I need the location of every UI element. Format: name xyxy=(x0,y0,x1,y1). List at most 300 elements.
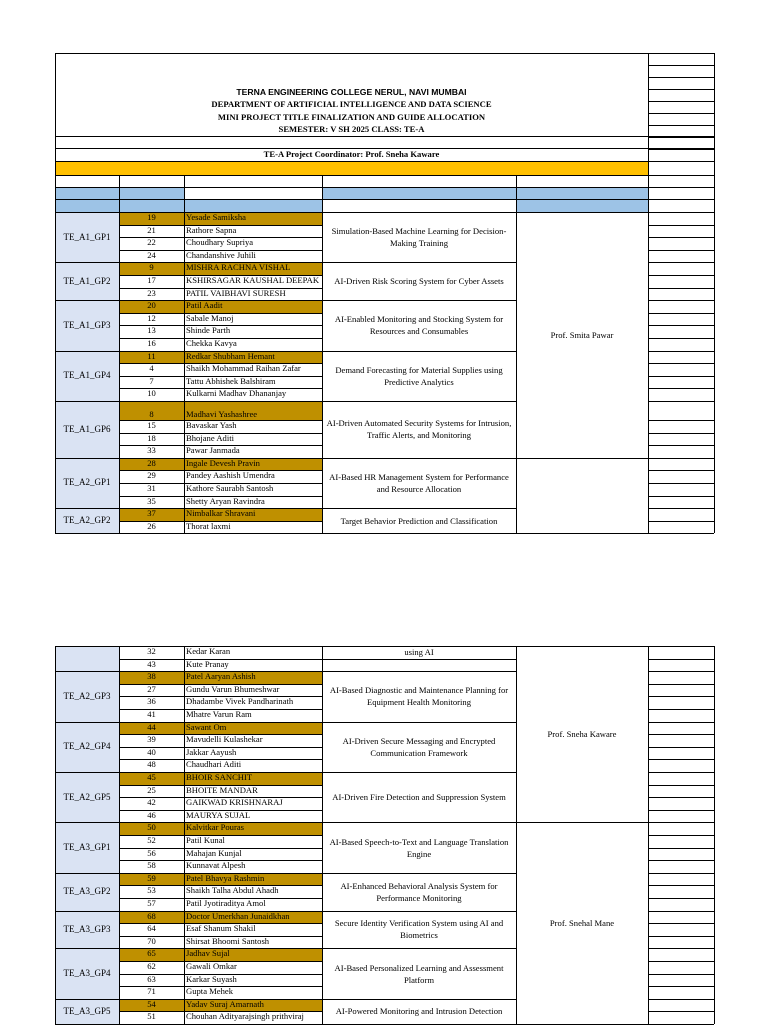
student-name: Doctor Umerkhan Junaidkhan xyxy=(186,910,290,921)
grid-hline xyxy=(648,433,714,434)
student-name: Kulkarni Madhav Dhananjay xyxy=(186,388,287,399)
roll-number: 16 xyxy=(147,338,156,348)
grid-hline xyxy=(648,747,714,748)
project-title: AI-Based Speech-to-Text and Language Translation Engine xyxy=(329,836,509,859)
grid-hline xyxy=(322,948,516,949)
grid-hline xyxy=(648,860,714,861)
student-name: GAIKWAD KRISHNARAJ xyxy=(186,797,283,808)
grid-hline xyxy=(119,671,322,672)
student-name: PATIL VAIBHAVI SURESH xyxy=(186,287,286,298)
roll-number: 27 xyxy=(147,683,156,694)
grid-vline xyxy=(184,212,185,533)
grid-hline xyxy=(119,237,322,238)
grid-hline xyxy=(119,911,322,912)
grid-hline xyxy=(55,161,714,162)
grid-hline xyxy=(648,999,714,1000)
grid-hline xyxy=(648,420,714,421)
student-name: Kalvitkar Pouras xyxy=(186,822,244,833)
roll-number: 42 xyxy=(147,797,156,808)
grid-hline xyxy=(648,445,714,446)
student-name: Choudhary Supriya xyxy=(186,237,254,248)
student-name: Nimbalkar Shravani xyxy=(186,508,256,519)
college-name: TERNA ENGINEERING COLLEGE NERUL, NAVI MUMBAI xyxy=(236,87,467,97)
roll-number: 20 xyxy=(147,300,156,311)
grid-hline xyxy=(55,53,714,54)
student-name: Dhadambe Vivek Pandharinath xyxy=(186,696,294,707)
grid-hline xyxy=(648,696,714,697)
grid-hline xyxy=(648,275,714,276)
student-name: MAURYA SUJAL xyxy=(186,809,251,820)
roll-number: 57 xyxy=(147,898,156,908)
grid-hline xyxy=(55,948,119,949)
grid-hline xyxy=(648,759,714,760)
grid-hline xyxy=(119,225,322,226)
grid-hline xyxy=(322,822,516,823)
student-name: Kathore Saurabh Santosh xyxy=(186,483,274,493)
grid-hline xyxy=(322,772,516,773)
student-name: BHOIR SANCHIT xyxy=(186,772,253,782)
grid-hline xyxy=(648,237,714,238)
roll-number: 4 xyxy=(149,363,154,374)
grid-hline xyxy=(648,313,714,314)
grid-hline xyxy=(119,470,322,471)
group-id: TE_A1_GP6 xyxy=(63,423,111,434)
grid-vline xyxy=(184,646,185,1024)
grid-hline xyxy=(55,911,119,912)
roll-number: 45 xyxy=(147,772,156,782)
project-title: AI-Enhanced Behavioral Analysis System for Performance Monitoring xyxy=(340,880,498,903)
grid-vline xyxy=(516,175,517,187)
student-name: Jadhav Sujal xyxy=(186,948,230,959)
project-title: Secure Identity Verification System using AI and Biometrics xyxy=(334,918,504,941)
grid-hline xyxy=(648,470,714,471)
grid-hline xyxy=(119,1011,322,1012)
grid-hline xyxy=(648,898,714,899)
grid-hline xyxy=(648,300,714,301)
group-id xyxy=(55,646,119,671)
project-title: AI-Powered Monitoring and Intrusion Detection xyxy=(335,1006,503,1017)
roll-number: 44 xyxy=(147,721,156,732)
grid-hline xyxy=(648,659,714,660)
grid-hline xyxy=(119,734,322,735)
grid-hline xyxy=(322,722,516,723)
group-id: TE_A2_GP3 xyxy=(63,690,111,701)
grid-hline xyxy=(648,338,714,339)
student-name: Shaikh Mohammad Raihan Zafar xyxy=(186,363,301,374)
roll-number: 48 xyxy=(147,759,156,770)
grid-hline xyxy=(119,325,322,326)
roll-number: 59 xyxy=(147,872,156,883)
grid-vline xyxy=(119,175,120,187)
student-name: Sabale Manoj xyxy=(186,312,234,323)
roll-number: 24 xyxy=(147,249,156,260)
grid-hline xyxy=(119,873,322,874)
group-id: TE_A3_GP2 xyxy=(63,886,111,897)
roll-number: 54 xyxy=(147,998,156,1009)
student-name: Kedar Karan xyxy=(186,646,231,656)
grid-hline xyxy=(55,351,119,352)
grid-hline xyxy=(119,445,322,446)
grid-hline xyxy=(119,709,322,710)
grid-vline xyxy=(648,646,649,1024)
grid-hline xyxy=(322,671,516,672)
group-id: TE_A1_GP2 xyxy=(63,275,111,286)
student-name: Gundu Varun Bhumeshwar xyxy=(186,683,280,694)
grid-hline xyxy=(119,948,322,949)
grid-hline xyxy=(648,936,714,937)
grid-hline xyxy=(119,722,322,723)
roll-number: 41 xyxy=(147,709,156,719)
grid-hline xyxy=(119,338,322,339)
student-name: Patil Aadit xyxy=(186,300,223,311)
grid-hline xyxy=(55,187,714,188)
grid-hline xyxy=(119,785,322,786)
grid-hline xyxy=(648,65,714,66)
grid-vline xyxy=(516,187,517,212)
student-name: KSHIRSAGAR KAUSHAL DEEPAK xyxy=(186,275,320,285)
group-id: TE_A2_GP2 xyxy=(63,515,111,526)
grid-hline xyxy=(648,885,714,886)
grid-hline xyxy=(55,508,119,509)
grid-hline xyxy=(119,388,322,389)
project-title: AI-Based Diagnostic and Maintenance Planning for Equipment Health Monitoring xyxy=(329,685,509,708)
grid-hline xyxy=(119,458,322,459)
grid-hline xyxy=(648,948,714,949)
grid-hline xyxy=(119,508,322,509)
header-fill-group-roll xyxy=(56,188,184,212)
student-name: Kute Pranay xyxy=(186,658,229,669)
grid-hline xyxy=(119,275,322,276)
grid-hline xyxy=(55,401,119,402)
roll-number: 33 xyxy=(147,445,156,456)
student-name: Chekka Kavya xyxy=(186,338,237,348)
roll-number: 15 xyxy=(147,420,156,430)
guide-name xyxy=(516,458,648,533)
coordinator-banner xyxy=(55,162,648,175)
grid-hline xyxy=(648,496,714,497)
grid-hline xyxy=(119,696,322,697)
group-id: TE_A1_GP3 xyxy=(63,319,111,330)
grid-vline xyxy=(119,212,120,533)
project-title: AI-Driven Risk Scoring System for Cyber Assets xyxy=(334,276,504,287)
student-name: Redkar Shubham Hemant xyxy=(186,350,275,361)
grid-hline xyxy=(55,136,714,137)
grid-hline xyxy=(648,671,714,672)
group-id: TE_A2_GP4 xyxy=(63,741,111,752)
student-name: Kunnavat Alpesh xyxy=(186,860,246,871)
grid-hline xyxy=(119,974,322,975)
grid-vline xyxy=(55,646,56,1024)
roll-number: 38 xyxy=(147,671,156,682)
student-name: Gawali Omkar xyxy=(186,961,237,971)
group-id: TE_A3_GP3 xyxy=(63,923,111,934)
grid-vline xyxy=(119,646,120,1024)
roll-number: 8 xyxy=(149,409,154,419)
student-name: Pawar Janmada xyxy=(186,445,240,456)
student-name: Ingale Devesh Pravin xyxy=(186,457,260,468)
grid-hline xyxy=(648,911,714,912)
group-id: TE_A3_GP5 xyxy=(63,1005,111,1016)
grid-hline xyxy=(119,986,322,987)
roll-number: 36 xyxy=(147,696,156,707)
grid-hline xyxy=(55,533,714,534)
roll-number: 53 xyxy=(147,885,156,896)
grid-hline xyxy=(648,961,714,962)
grid-hline xyxy=(55,822,119,823)
grid-hline xyxy=(322,300,516,301)
student-name: Patil Jyotiraditya Amol xyxy=(186,898,266,908)
student-name: Bavaskar Yash xyxy=(186,420,237,430)
grid-hline xyxy=(516,822,648,823)
project-title: AI-Driven Automated Security Systems for Intrusion, Traffic Alerts, and Monitoring xyxy=(326,418,512,441)
project-title: Target Behavior Prediction and Classification xyxy=(340,515,498,526)
grid-hline xyxy=(648,986,714,987)
student-name: MISHRA RACHNA VISHAL xyxy=(186,262,291,273)
grid-hline xyxy=(648,376,714,377)
roll-number: 9 xyxy=(149,262,154,273)
grid-hline xyxy=(648,89,714,90)
grid-hline xyxy=(322,659,516,660)
grid-hline xyxy=(55,300,119,301)
grid-hline xyxy=(648,125,714,126)
roll-number: 26 xyxy=(147,520,156,531)
grid-hline xyxy=(119,376,322,377)
project-title: AI-Based HR Management System for Performance and Resource Allocation xyxy=(329,471,509,494)
grid-vline xyxy=(55,212,56,533)
grid-hline xyxy=(648,401,714,402)
grid-hline xyxy=(119,496,322,497)
grid-hline xyxy=(119,363,322,364)
grid-hline xyxy=(322,458,516,459)
grid-hline xyxy=(648,288,714,289)
roll-number: 62 xyxy=(147,961,156,971)
grid-hline xyxy=(648,149,714,150)
student-name: Pandey Aashish Umendra xyxy=(186,470,275,481)
grid-vline xyxy=(322,175,323,187)
student-name: Thorat laxmi xyxy=(186,520,231,531)
grid-hline xyxy=(119,521,322,522)
group-id: TE_A2_GP5 xyxy=(63,791,111,802)
guide-name: Prof. Snehal Mane xyxy=(549,918,615,929)
student-name: Shaikh Talha Abdul Ahadh xyxy=(186,885,279,896)
grid-hline xyxy=(516,458,648,459)
student-name: Chaudhari Aditi xyxy=(186,759,242,770)
roll-number: 52 xyxy=(147,835,156,845)
roll-number: 12 xyxy=(147,312,156,323)
student-name: Rathore Sapna xyxy=(186,224,237,235)
student-name: Shirsat Bhoomi Santosh xyxy=(186,935,270,946)
grid-hline xyxy=(648,325,714,326)
grid-hline xyxy=(119,747,322,748)
grid-vline xyxy=(322,187,323,212)
grid-hline xyxy=(648,137,714,138)
roll-number: 23 xyxy=(147,287,156,298)
grid-hline xyxy=(648,709,714,710)
roll-number: 29 xyxy=(147,470,156,481)
grid-vline xyxy=(184,175,185,187)
student-name: Chouhan Adityarajsingh prithviraj xyxy=(186,1011,304,1022)
grid-hline xyxy=(648,225,714,226)
student-name: Shetty Aryan Ravindra xyxy=(186,495,265,506)
roll-number: 25 xyxy=(147,784,156,795)
grid-hline xyxy=(648,822,714,823)
grid-hline xyxy=(119,262,322,263)
grid-hline xyxy=(648,521,714,522)
grid-hline xyxy=(55,873,119,874)
grid-hline xyxy=(55,646,714,647)
roll-number: 17 xyxy=(147,275,156,285)
roll-number: 7 xyxy=(149,375,154,386)
grid-hline xyxy=(119,810,322,811)
student-name: Chandanshive Juhili xyxy=(186,249,256,260)
roll-number: 35 xyxy=(147,495,156,506)
grid-hline xyxy=(55,262,119,263)
grid-hline xyxy=(119,313,322,314)
semester-class: SEMESTER: V SH 2025 CLASS: TE-A xyxy=(278,124,425,134)
roll-number: 39 xyxy=(147,734,156,745)
grid-vline xyxy=(714,646,715,1024)
grid-hline xyxy=(648,101,714,102)
student-name: Gupta Mehek xyxy=(186,986,234,997)
student-name: Bhojane Aditi xyxy=(186,432,234,443)
grid-hline xyxy=(119,433,322,434)
project-title: AI-Driven Fire Detection and Suppression System xyxy=(332,792,506,803)
grid-hline xyxy=(648,974,714,975)
grid-hline xyxy=(322,401,516,402)
student-name: Yesade Samiksha xyxy=(186,212,246,222)
roll-number: 63 xyxy=(147,973,156,984)
grid-hline xyxy=(648,77,714,78)
grid-hline xyxy=(648,458,714,459)
grid-hline xyxy=(119,936,322,937)
grid-hline xyxy=(119,961,322,962)
grid-hline xyxy=(119,420,322,421)
student-name: Patil Kunal xyxy=(186,835,225,845)
roll-number: 64 xyxy=(147,923,156,934)
roll-number: 28 xyxy=(147,457,156,468)
grid-hline xyxy=(648,873,714,874)
grid-vline xyxy=(714,212,715,533)
grid-vline xyxy=(516,646,517,1024)
grid-hline xyxy=(55,199,714,200)
grid-hline xyxy=(648,785,714,786)
group-id: TE_A1_GP1 xyxy=(63,231,111,242)
grid-hline xyxy=(119,797,322,798)
grid-hline xyxy=(55,148,714,149)
roll-number: 18 xyxy=(147,432,156,443)
grid-hline xyxy=(648,351,714,352)
student-name: Yadav Suraj Amarnath xyxy=(186,998,264,1009)
grid-hline xyxy=(322,873,516,874)
project-title: Demand Forecasting for Material Supplies using Predictive Analytics xyxy=(335,364,503,387)
grid-vline xyxy=(322,212,323,533)
grid-hline xyxy=(648,363,714,364)
group-id: TE_A1_GP4 xyxy=(63,370,111,381)
grid-hline xyxy=(119,848,322,849)
grid-hline xyxy=(55,458,119,459)
student-name: Jakkar Aayush xyxy=(186,746,237,757)
grid-hline xyxy=(648,113,714,114)
project-title: AI-Driven Secure Messaging and Encrypted Communication Framework xyxy=(342,735,496,758)
grid-hline xyxy=(119,822,322,823)
project-title: AI-Enabled Monitoring and Stocking System for Resources and Consumables xyxy=(334,314,504,337)
header-fill-guide xyxy=(517,188,648,212)
grid-hline xyxy=(648,508,714,509)
document-subtitle: MINI PROJECT TITLE FINALIZATION AND GUIDE ALLOCATION xyxy=(217,112,486,122)
grid-hline xyxy=(648,388,714,389)
grid-hline xyxy=(119,885,322,886)
grid-hline xyxy=(648,1011,714,1012)
grid-hline xyxy=(119,659,322,660)
grid-hline xyxy=(322,508,516,509)
group-id: TE_A2_GP1 xyxy=(63,477,111,488)
grid-hline xyxy=(648,250,714,251)
grid-hline xyxy=(648,923,714,924)
grid-hline xyxy=(322,351,516,352)
grid-hline xyxy=(119,351,322,352)
grid-hline xyxy=(648,772,714,773)
grid-hline xyxy=(648,483,714,484)
group-id: TE_A3_GP1 xyxy=(63,842,111,853)
header-fill-name xyxy=(185,200,322,212)
grid-hline xyxy=(322,999,516,1000)
student-name: Sawant Om xyxy=(186,721,227,732)
grid-hline xyxy=(55,999,119,1000)
roll-number: 56 xyxy=(147,847,156,858)
project-coordinator: TE-A Project Coordinator: Prof. Sneha Kaware xyxy=(263,149,440,159)
group-id: TE_A3_GP4 xyxy=(63,968,111,979)
grid-hline xyxy=(119,300,322,301)
grid-hline xyxy=(119,401,322,402)
student-name: Madhavi Yashashree xyxy=(186,409,258,419)
student-name: Shinde Parth xyxy=(186,325,231,336)
roll-number: 43 xyxy=(147,658,156,669)
grid-vline xyxy=(516,212,517,533)
grid-hline xyxy=(119,759,322,760)
grid-hline xyxy=(648,734,714,735)
grid-vline xyxy=(648,212,649,533)
guide-name: Prof. Smita Pawar xyxy=(550,329,614,340)
student-name: Esaf Shanum Shakil xyxy=(186,923,256,934)
grid-hline xyxy=(119,898,322,899)
student-name: Karkar Suyash xyxy=(186,973,237,984)
grid-hline xyxy=(119,999,322,1000)
project-title: AI-Based Personalized Learning and Assessment Platform xyxy=(334,962,504,985)
roll-number: 71 xyxy=(147,986,156,997)
grid-hline xyxy=(648,835,714,836)
project-title: Simulation-Based Machine Learning for Decision-Making Training xyxy=(331,226,507,249)
roll-number: 21 xyxy=(147,224,156,235)
grid-hline xyxy=(648,262,714,263)
grid-hline xyxy=(322,262,516,263)
roll-number: 32 xyxy=(147,646,156,656)
student-name: Mhatre Varun Ram xyxy=(186,709,252,719)
roll-number: 51 xyxy=(147,1011,156,1022)
student-name: Patel Aaryan Ashish xyxy=(186,671,256,682)
roll-number: 13 xyxy=(147,325,156,336)
student-name: Patel Bhavya Rashmin xyxy=(186,872,265,883)
roll-number: 46 xyxy=(147,809,156,820)
roll-number: 50 xyxy=(147,822,156,833)
project-title xyxy=(323,659,515,672)
roll-number: 58 xyxy=(147,860,156,871)
grid-hline xyxy=(55,175,714,176)
department-name: DEPARTMENT OF ARTIFICIAL INTELLIGENCE AND DATA SCIENCE xyxy=(211,99,492,109)
grid-hline xyxy=(119,772,322,773)
roll-number: 65 xyxy=(147,948,156,959)
roll-number: 70 xyxy=(147,935,156,946)
student-name: BHOITE MANDAR xyxy=(186,784,258,795)
